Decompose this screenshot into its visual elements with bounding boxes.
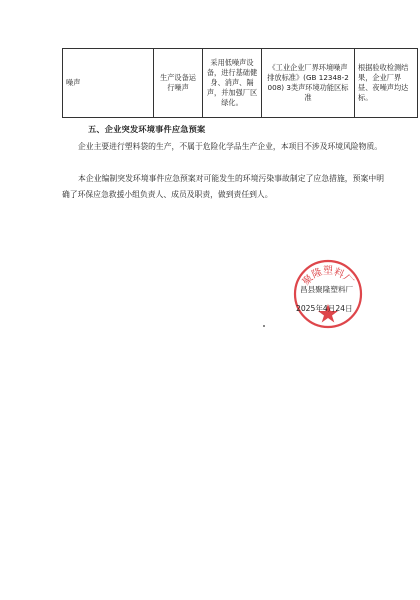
noise-table bbox=[62, 48, 418, 118]
company-name: 昌县聚隆塑料厂 bbox=[300, 285, 354, 294]
seal-text: 聚隆塑料厂 bbox=[300, 266, 356, 288]
scan-speck bbox=[263, 325, 265, 327]
paragraph-plan: 本企业编制突发环境事件应急预案对可能发生的环境污染事故制定了应急措施，预案中明确了环保应急救援小组负责人、成员及职责，做到责任到人。 bbox=[62, 174, 384, 199]
measures-cell: 采用低噪声设备，进行基础健身、消声、隔声，并加强厂区绿化。 bbox=[203, 49, 262, 118]
result-cell: 根据验收检测结果，企业厂界昼、夜噪声均达标。 bbox=[355, 49, 418, 118]
paragraph-risk: 企业主要进行塑料袋的生产，不属于危险化学品生产企业，本项目不涉及环境风险物质。 bbox=[78, 142, 383, 151]
section-heading: 五、企业突发环境事件应急预案 bbox=[88, 124, 206, 134]
standard-cell: 《工业企业厂界环境噪声排放标准》(GB 12348-2008) 3类声环境功能区标准 bbox=[262, 49, 355, 118]
signature-date: 2025年4月24日 bbox=[296, 304, 353, 313]
pollutant-type-cell: 噪声 bbox=[63, 49, 154, 118]
table-row bbox=[63, 49, 418, 118]
source-cell: 生产设备运行噪声 bbox=[154, 49, 203, 118]
